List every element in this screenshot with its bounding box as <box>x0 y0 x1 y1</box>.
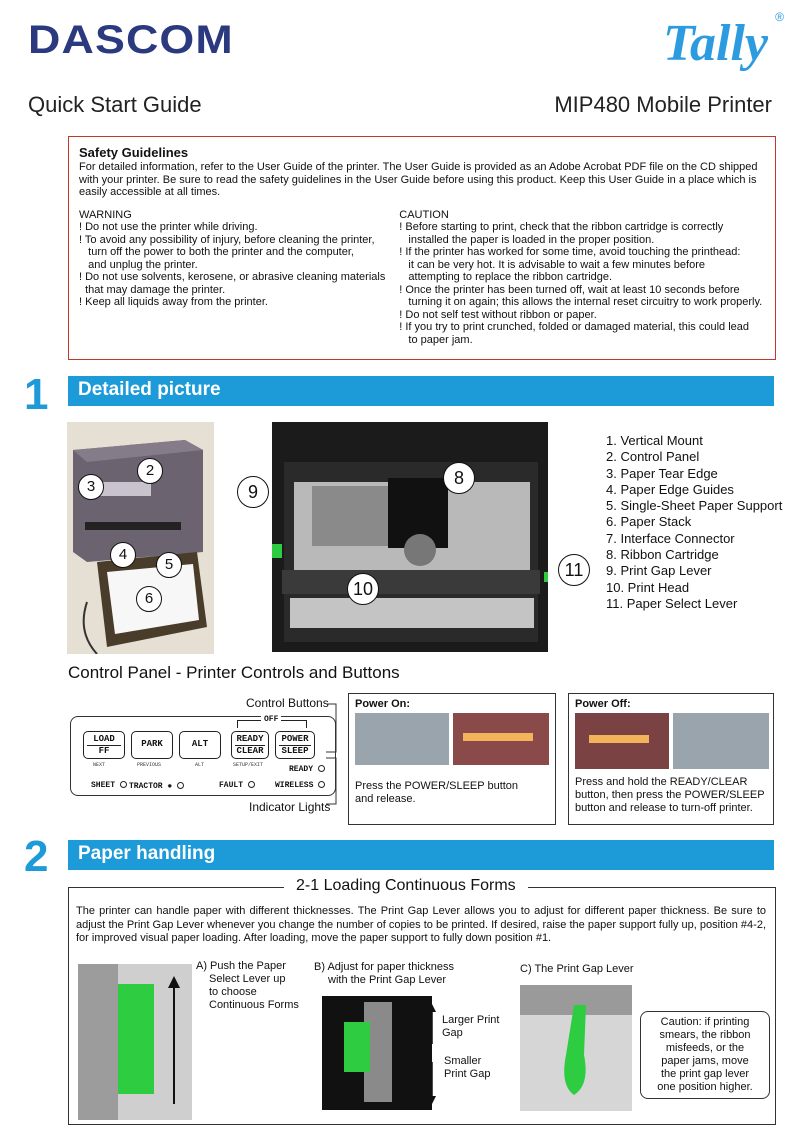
setup-exit-sublabel: SETUP/EXIT <box>233 762 264 768</box>
load-label: LOAD <box>93 734 115 744</box>
larger-gap-label: Larger Print Gap <box>442 1014 500 1039</box>
safety-intro: For detailed information, refer to the User Guide of the printer. The User Guide is provided as an Adobe Acrobat PDF file on the CD shipped with your printer. Be sure to read the safety guidelines in the User Guide before using this product. Keep this User Guide in a place which is easily accessible at all times. <box>79 161 758 198</box>
control-panel-title: Control Panel - Printer Controls and Buttons <box>68 663 400 682</box>
ready-clear-button[interactable] <box>231 731 269 759</box>
power-off-box <box>568 693 774 825</box>
callout-5: 5 <box>156 552 182 578</box>
power-off-title: Power Off: <box>575 698 631 710</box>
power-label: POWER <box>281 734 309 744</box>
sheet-light <box>91 781 127 790</box>
step-c-label: C) The Print Gap Lever <box>520 963 634 975</box>
step-b-label: B) Adjust for paper thickness with the Print Gap Lever <box>314 961 455 986</box>
panel-bracket-lines <box>326 700 346 810</box>
callout-10: 10 <box>347 573 379 605</box>
wireless-led-icon <box>318 781 325 788</box>
print-gap-adjust-illustration <box>322 996 432 1110</box>
ready-light <box>289 765 325 774</box>
paper-select-lever-illustration <box>78 964 192 1120</box>
print-gap-lever-photo <box>520 985 632 1111</box>
alt-button[interactable] <box>179 731 221 759</box>
section-number: 1 <box>24 370 49 419</box>
previous-sublabel: PREVIOUS <box>137 762 162 768</box>
wireless-light <box>275 781 325 790</box>
fault-led-icon <box>248 781 255 788</box>
subsection-intro: The printer can handle paper with different thicknesses. The Print Gap Lever allows you to adjust for different paper thickness. Be sure to adjust the Print Gap Lever whenever you change the number of copies to be printed. If desired, raise the paper support fully up, position #4-2, for improved visual paper loading. After loading, move the paper support to fully down position #1. <box>76 905 766 944</box>
warning-line: turn off the power to both the printer and the computer, <box>79 246 354 258</box>
printer-mount-illustration <box>67 422 214 654</box>
alt-label: ALT <box>191 739 209 749</box>
section-number: 2 <box>24 832 49 881</box>
power-on-instructions: Press the POWER/SLEEP button and release. <box>355 780 519 805</box>
subsection-title: 2-1 Loading Continuous Forms <box>284 877 528 895</box>
warning-line: ! To avoid any possibility of injury, before cleaning the printer, <box>79 233 375 246</box>
caution-line: ! Do not self test without ribbon or paper. <box>399 308 597 321</box>
callout-3: 3 <box>78 474 104 500</box>
warning-line: ! Do not use solvents, kerosene, or abrasive cleaning materials <box>79 271 386 283</box>
caution-line: installed the paper is loaded in the proper position. <box>399 233 655 246</box>
printer-internals-photo <box>272 422 548 652</box>
safety-title: Safety Guidelines <box>79 145 189 160</box>
ff-label: FF <box>87 745 121 757</box>
power-off-photo-2 <box>673 713 769 769</box>
power-on-photo-1 <box>355 713 449 765</box>
parts-list-item: 7. Interface Connector <box>606 530 735 546</box>
callout-4: 4 <box>110 542 136 568</box>
parts-list-item: 11. Paper Select Lever <box>606 595 738 611</box>
sleep-label: SLEEP <box>279 745 311 757</box>
power-on-box <box>348 693 556 825</box>
caution-line: attempting to replace the ribbon cartridge. <box>399 271 613 283</box>
product-name: MIP480 Mobile Printer <box>554 92 772 117</box>
tractor-light-label: TRACTOR <box>129 782 163 791</box>
ready-light-label: READY <box>289 765 314 774</box>
warning-line: ! Do not use the printer while driving. <box>79 221 258 233</box>
caution-heading: CAUTION <box>399 208 449 221</box>
parts-list-item: 9. Print Gap Lever <box>606 563 712 579</box>
wireless-light-label: WIRELESS <box>275 781 314 790</box>
power-on-photo-2 <box>453 713 549 765</box>
control-panel-diagram <box>70 716 336 796</box>
caution-column <box>399 209 765 347</box>
callout-6: 6 <box>136 586 162 612</box>
callout-9: 9 <box>237 476 269 508</box>
caution-line: to paper jam. <box>399 333 473 346</box>
sheet-led-icon <box>120 781 127 788</box>
parts-list-item: 4. Paper Edge Guides <box>606 481 734 497</box>
ready-led-icon <box>318 765 325 772</box>
control-buttons-label: Control Buttons <box>246 696 329 710</box>
parts-list-item: 8. Ribbon Cartridge <box>606 547 719 563</box>
alt-sublabel: ALT <box>195 762 205 768</box>
doc-title: Quick Start Guide <box>28 92 202 117</box>
load-ff-button[interactable] <box>83 731 125 759</box>
dascom-logo: DASCOM <box>28 18 234 62</box>
fault-light-label: FAULT <box>219 781 244 790</box>
print-gap-adjust-photo <box>322 996 432 1110</box>
printer-vertical-mount-photo <box>67 422 214 654</box>
ready-label: READY <box>236 734 264 744</box>
next-sublabel: NEXT <box>93 762 106 768</box>
warning-line: ! Keep all liquids away from the printer. <box>79 296 268 308</box>
fault-light <box>219 781 255 790</box>
warning-column <box>79 209 399 347</box>
tally-logo: Tally <box>663 15 768 72</box>
tractor-led-icon <box>177 782 184 789</box>
safety-guidelines-box <box>68 136 776 360</box>
power-on-title: Power On: <box>355 698 411 710</box>
parts-list <box>606 433 782 612</box>
power-sleep-button[interactable] <box>275 731 315 759</box>
caution-line: ! Once the printer has been turned off, wait at least 10 seconds before <box>399 283 740 296</box>
callout-11: 11 <box>558 554 590 586</box>
off-label: OFF <box>261 715 281 724</box>
callout-8: 8 <box>443 462 475 494</box>
power-off-photo-1 <box>575 713 669 769</box>
sheet-light-label: SHEET <box>91 781 116 790</box>
caution-line: ! If the printer has worked for some time, avoid touching the printhead: <box>399 246 741 258</box>
park-label: PARK <box>141 739 163 749</box>
warning-line: that may damage the printer. <box>79 283 226 296</box>
caution-line: turning it on again; this allows the internal reset circuitry to work properly. <box>399 296 763 308</box>
callout-2: 2 <box>137 458 163 484</box>
parts-list-item: 1. Vertical Mount <box>606 433 703 448</box>
print-gap-caution-note: Caution: if printing smears, the ribbon misfeeds, or the paper jams, move the print gap lever one position higher. <box>640 1011 770 1099</box>
registered-mark: ® <box>775 10 784 24</box>
warning-line: and unplug the printer. <box>79 258 198 271</box>
smaller-gap-label: Smaller Print Gap <box>444 1055 491 1080</box>
caution-line: ! If you try to print crunched, folded or damaged material, this could lead <box>399 321 750 333</box>
power-off-instructions: Press and hold the READY/CLEAR button, then press the POWER/SLEEP button and release to turn-off printer. <box>575 776 765 814</box>
park-button[interactable] <box>131 731 173 759</box>
paper-select-lever-photo <box>78 964 192 1120</box>
printer-internals-illustration <box>272 422 548 652</box>
indicator-lights-label: Indicator Lights <box>249 800 331 814</box>
step-a-label: A) Push the Paper Select Lever up to choose Continuous Forms <box>196 960 299 1011</box>
tractor-light <box>129 781 184 791</box>
print-gap-lever-illustration <box>520 985 632 1111</box>
warning-heading: WARNING <box>79 208 132 221</box>
section-title-bar: Detailed picture <box>68 376 774 406</box>
caution-line: it can be very hot. It is advisable to wait a few minutes before <box>399 258 705 271</box>
parts-list-item: 10. Print Head <box>606 579 690 595</box>
gap-direction-arrows <box>426 1004 438 1104</box>
section-title-bar: Paper handling <box>68 840 774 870</box>
clear-label: CLEAR <box>236 746 264 756</box>
parts-list-item: 5. Single-Sheet Paper Support <box>606 498 783 514</box>
parts-list-item: 3. Paper Tear Edge <box>606 465 718 481</box>
parts-list-item: 6. Paper Stack <box>606 514 692 530</box>
caution-line: ! Before starting to print, check that the ribbon cartridge is correctly <box>399 221 724 233</box>
parts-list-item: 2. Control Panel <box>606 449 700 465</box>
sun-icon: ✹ <box>167 782 173 791</box>
